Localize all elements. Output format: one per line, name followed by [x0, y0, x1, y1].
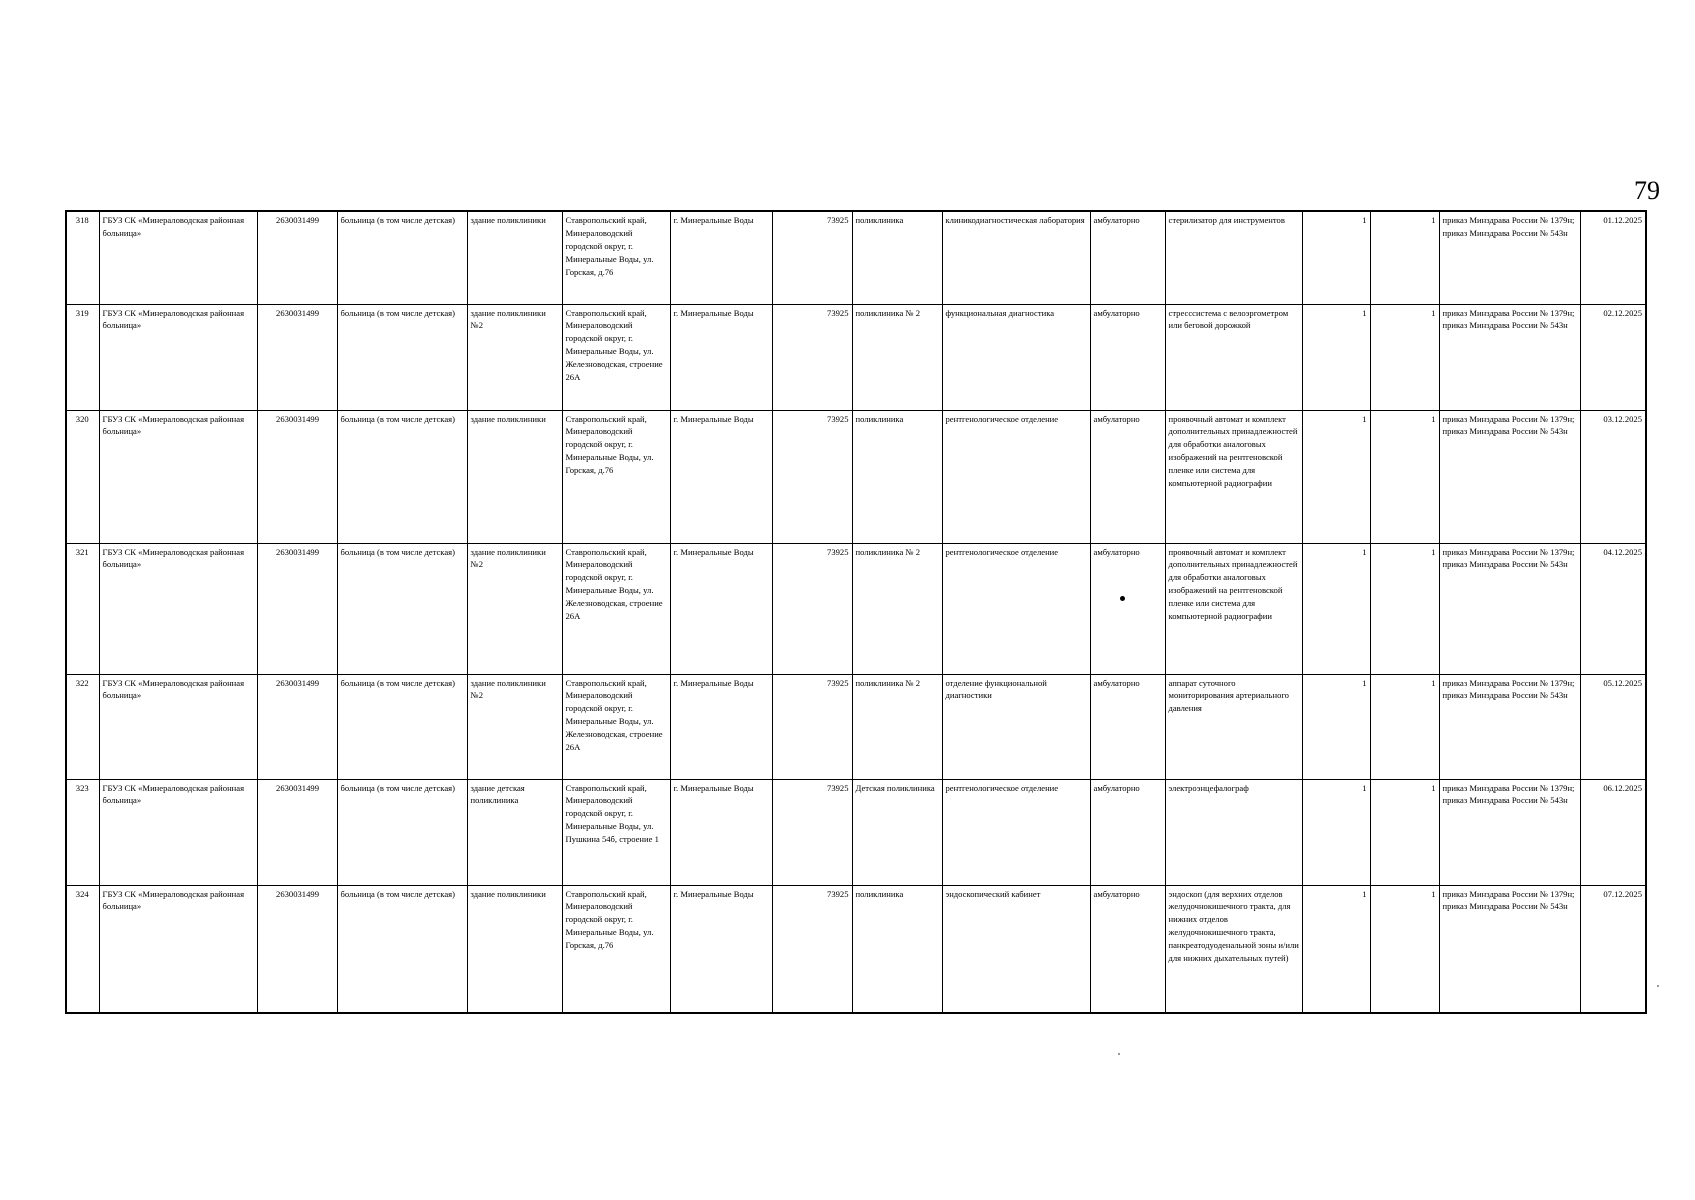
- cell-qty2: 1: [1370, 674, 1439, 779]
- cell-type: больница (в том числе детская): [337, 304, 467, 410]
- cell-date: 03.12.2025: [1580, 410, 1646, 543]
- cell-address: Ставропольский край, Минераловодский городской округ, г. Минеральные Воды, ул. Горская, д.76: [562, 885, 670, 1013]
- cell-order: приказ Минздрава России № 1379н; приказ Минздрава России № 543н: [1439, 410, 1580, 543]
- cell-unit: поликлиника № 2: [852, 304, 942, 410]
- table-row: [66, 779, 1646, 885]
- cell-mode: амбулаторно: [1090, 674, 1165, 779]
- cell-qty2: 1: [1370, 410, 1439, 543]
- cell-order: приказ Минздрава России № 1379н; приказ Минздрава России № 543н: [1439, 211, 1580, 304]
- cell-unit: поликлиника № 2: [852, 543, 942, 674]
- cell-type: больница (в том числе детская): [337, 211, 467, 304]
- cell-address: Ставропольский край, Минераловодский городской округ, г. Минеральные Воды, ул. Горская, д.76: [562, 410, 670, 543]
- cell-order: приказ Минздрава России № 1379н; приказ Минздрава России № 543н: [1439, 779, 1580, 885]
- cell-date: 01.12.2025: [1580, 211, 1646, 304]
- cell-inn: 2630031499: [257, 211, 337, 304]
- cell-org: ГБУЗ СК «Минераловодская районная больница»: [99, 543, 257, 674]
- cell-equipment: аппарат суточного мониторирования артериального давления: [1165, 674, 1302, 779]
- cell-building: здание поликлиники: [467, 885, 562, 1013]
- cell-building: здание детская поликлиника: [467, 779, 562, 885]
- cell-equipment: эндоскоп (для верхних отделов желудочнокишечного тракта, для нижних отделов желудочнокишечного тракта, панкреатодуоденальной зоны и/или для нижних дыхательных путей): [1165, 885, 1302, 1013]
- cell-unit: Детская поликлиника: [852, 779, 942, 885]
- scan-speck: [1657, 985, 1659, 987]
- cell-num: 319: [66, 304, 99, 410]
- cell-mode: амбулаторно: [1090, 211, 1165, 304]
- cell-code: 73925: [772, 304, 852, 410]
- cell-qty2: 1: [1370, 211, 1439, 304]
- cell-dept: рентгенологическое отделение: [942, 543, 1090, 674]
- cell-equipment: стерилизатор для инструментов: [1165, 211, 1302, 304]
- cell-city: г. Минеральные Воды: [670, 304, 772, 410]
- cell-equipment: электроэнцефалограф: [1165, 779, 1302, 885]
- cell-dept: клиникодиагностическая лаборатория: [942, 211, 1090, 304]
- cell-num: 318: [66, 211, 99, 304]
- cell-inn: 2630031499: [257, 674, 337, 779]
- cell-equipment: проявочный автомат и комплект дополнительных принадлежностей для обработки аналоговых изображений на рентгеновской пленке или система для компьютерной радиографии: [1165, 410, 1302, 543]
- cell-city: г. Минеральные Воды: [670, 543, 772, 674]
- cell-type: больница (в том числе детская): [337, 543, 467, 674]
- cell-qty: 1: [1302, 211, 1370, 304]
- cell-type: больница (в том числе детская): [337, 674, 467, 779]
- cell-qty: 1: [1302, 410, 1370, 543]
- cell-org: ГБУЗ СК «Минераловодская районная больница»: [99, 885, 257, 1013]
- cell-mode: амбулаторно: [1090, 304, 1165, 410]
- cell-building: здание поликлиники №2: [467, 304, 562, 410]
- cell-order: приказ Минздрава России № 1379н; приказ Минздрава России № 543н: [1439, 304, 1580, 410]
- cell-dept: эндоскопический кабинет: [942, 885, 1090, 1013]
- cell-mode: амбулаторно: [1090, 543, 1165, 674]
- table-row: [66, 885, 1646, 1013]
- cell-date: 05.12.2025: [1580, 674, 1646, 779]
- page-number: 79: [1634, 176, 1660, 205]
- cell-num: 320: [66, 410, 99, 543]
- cell-code: 73925: [772, 410, 852, 543]
- cell-org: ГБУЗ СК «Минераловодская районная больница»: [99, 779, 257, 885]
- cell-order: приказ Минздрава России № 1379н; приказ Минздрава России № 543н: [1439, 674, 1580, 779]
- cell-address: Ставропольский край, Минераловодский городской округ, г. Минеральные Воды, ул. Железноводская, строение 26А: [562, 674, 670, 779]
- cell-type: больница (в том числе детская): [337, 779, 467, 885]
- cell-qty2: 1: [1370, 543, 1439, 674]
- cell-mode: амбулаторно: [1090, 410, 1165, 543]
- cell-qty: 1: [1302, 674, 1370, 779]
- cell-num: 323: [66, 779, 99, 885]
- cell-code: 73925: [772, 779, 852, 885]
- registry-table: [65, 210, 1647, 1014]
- cell-order: приказ Минздрава России № 1379н; приказ Минздрава России № 543н: [1439, 885, 1580, 1013]
- scan-speck: [1118, 1053, 1120, 1055]
- cell-org: ГБУЗ СК «Минераловодская районная больница»: [99, 304, 257, 410]
- cell-dept: отделение функциональной диагностики: [942, 674, 1090, 779]
- cell-org: ГБУЗ СК «Минераловодская районная больница»: [99, 410, 257, 543]
- cell-building: здание поликлиники №2: [467, 543, 562, 674]
- cell-type: больница (в том числе детская): [337, 885, 467, 1013]
- cell-building: здание поликлиники №2: [467, 674, 562, 779]
- cell-type: больница (в том числе детская): [337, 410, 467, 543]
- cell-equipment: стресссистема с велоэргометром или беговой дорожкой: [1165, 304, 1302, 410]
- cell-address: Ставропольский край, Минераловодский городской округ, г. Минеральные Воды, ул. Пушкина 54б, строение 1: [562, 779, 670, 885]
- cell-unit: поликлиника: [852, 885, 942, 1013]
- cell-order: приказ Минздрава России № 1379н; приказ Минздрава России № 543н: [1439, 543, 1580, 674]
- table-row: [66, 304, 1646, 410]
- cell-code: 73925: [772, 211, 852, 304]
- cell-inn: 2630031499: [257, 885, 337, 1013]
- cell-city: г. Минеральные Воды: [670, 885, 772, 1013]
- cell-city: г. Минеральные Воды: [670, 779, 772, 885]
- table-row: [66, 543, 1646, 674]
- cell-num: 321: [66, 543, 99, 674]
- cell-qty: 1: [1302, 304, 1370, 410]
- cell-inn: 2630031499: [257, 410, 337, 543]
- table-body: [66, 211, 1646, 1013]
- cell-code: 73925: [772, 885, 852, 1013]
- cell-num: 324: [66, 885, 99, 1013]
- cell-code: 73925: [772, 543, 852, 674]
- cell-date: 04.12.2025: [1580, 543, 1646, 674]
- cell-qty2: 1: [1370, 885, 1439, 1013]
- cell-inn: 2630031499: [257, 304, 337, 410]
- cell-equipment: проявочный автомат и комплект дополнительных принадлежностей для обработки аналоговых изображений на рентгеновской пленке или система для компьютерной радиографии: [1165, 543, 1302, 674]
- cell-date: 02.12.2025: [1580, 304, 1646, 410]
- cell-address: Ставропольский край, Минераловодский городской округ, г. Минеральные Воды, ул. Железноводская, строение 26А: [562, 304, 670, 410]
- cell-building: здание поликлиники: [467, 410, 562, 543]
- cell-address: Ставропольский край, Минераловодский городской округ, г. Минеральные Воды, ул. Железноводская, строение 26А: [562, 543, 670, 674]
- cell-dept: функциональная диагностика: [942, 304, 1090, 410]
- cell-mode: амбулаторно: [1090, 885, 1165, 1013]
- cell-org: ГБУЗ СК «Минераловодская районная больница»: [99, 674, 257, 779]
- cell-inn: 2630031499: [257, 543, 337, 674]
- cell-city: г. Минеральные Воды: [670, 211, 772, 304]
- cell-unit: поликлиника: [852, 410, 942, 543]
- cell-unit: поликлиника: [852, 211, 942, 304]
- cell-city: г. Минеральные Воды: [670, 410, 772, 543]
- cell-code: 73925: [772, 674, 852, 779]
- table-row: [66, 410, 1646, 543]
- cell-unit: поликлиника № 2: [852, 674, 942, 779]
- cell-inn: 2630031499: [257, 779, 337, 885]
- cell-org: ГБУЗ СК «Минераловодская районная больница»: [99, 211, 257, 304]
- cell-building: здание поликлиники: [467, 211, 562, 304]
- table-row: [66, 211, 1646, 304]
- cell-qty2: 1: [1370, 779, 1439, 885]
- table-row: [66, 674, 1646, 779]
- cell-qty: 1: [1302, 779, 1370, 885]
- cell-qty: 1: [1302, 885, 1370, 1013]
- scan-dot-mark: [1120, 596, 1125, 601]
- cell-date: 06.12.2025: [1580, 779, 1646, 885]
- cell-mode: амбулаторно: [1090, 779, 1165, 885]
- cell-qty2: 1: [1370, 304, 1439, 410]
- cell-dept: рентгенологическое отделение: [942, 410, 1090, 543]
- cell-dept: рентгенологическое отделение: [942, 779, 1090, 885]
- cell-address: Ставропольский край, Минераловодский городской округ, г. Минеральные Воды, ул. Горская, д.76: [562, 211, 670, 304]
- cell-city: г. Минеральные Воды: [670, 674, 772, 779]
- cell-date: 07.12.2025: [1580, 885, 1646, 1013]
- cell-num: 322: [66, 674, 99, 779]
- cell-qty: 1: [1302, 543, 1370, 674]
